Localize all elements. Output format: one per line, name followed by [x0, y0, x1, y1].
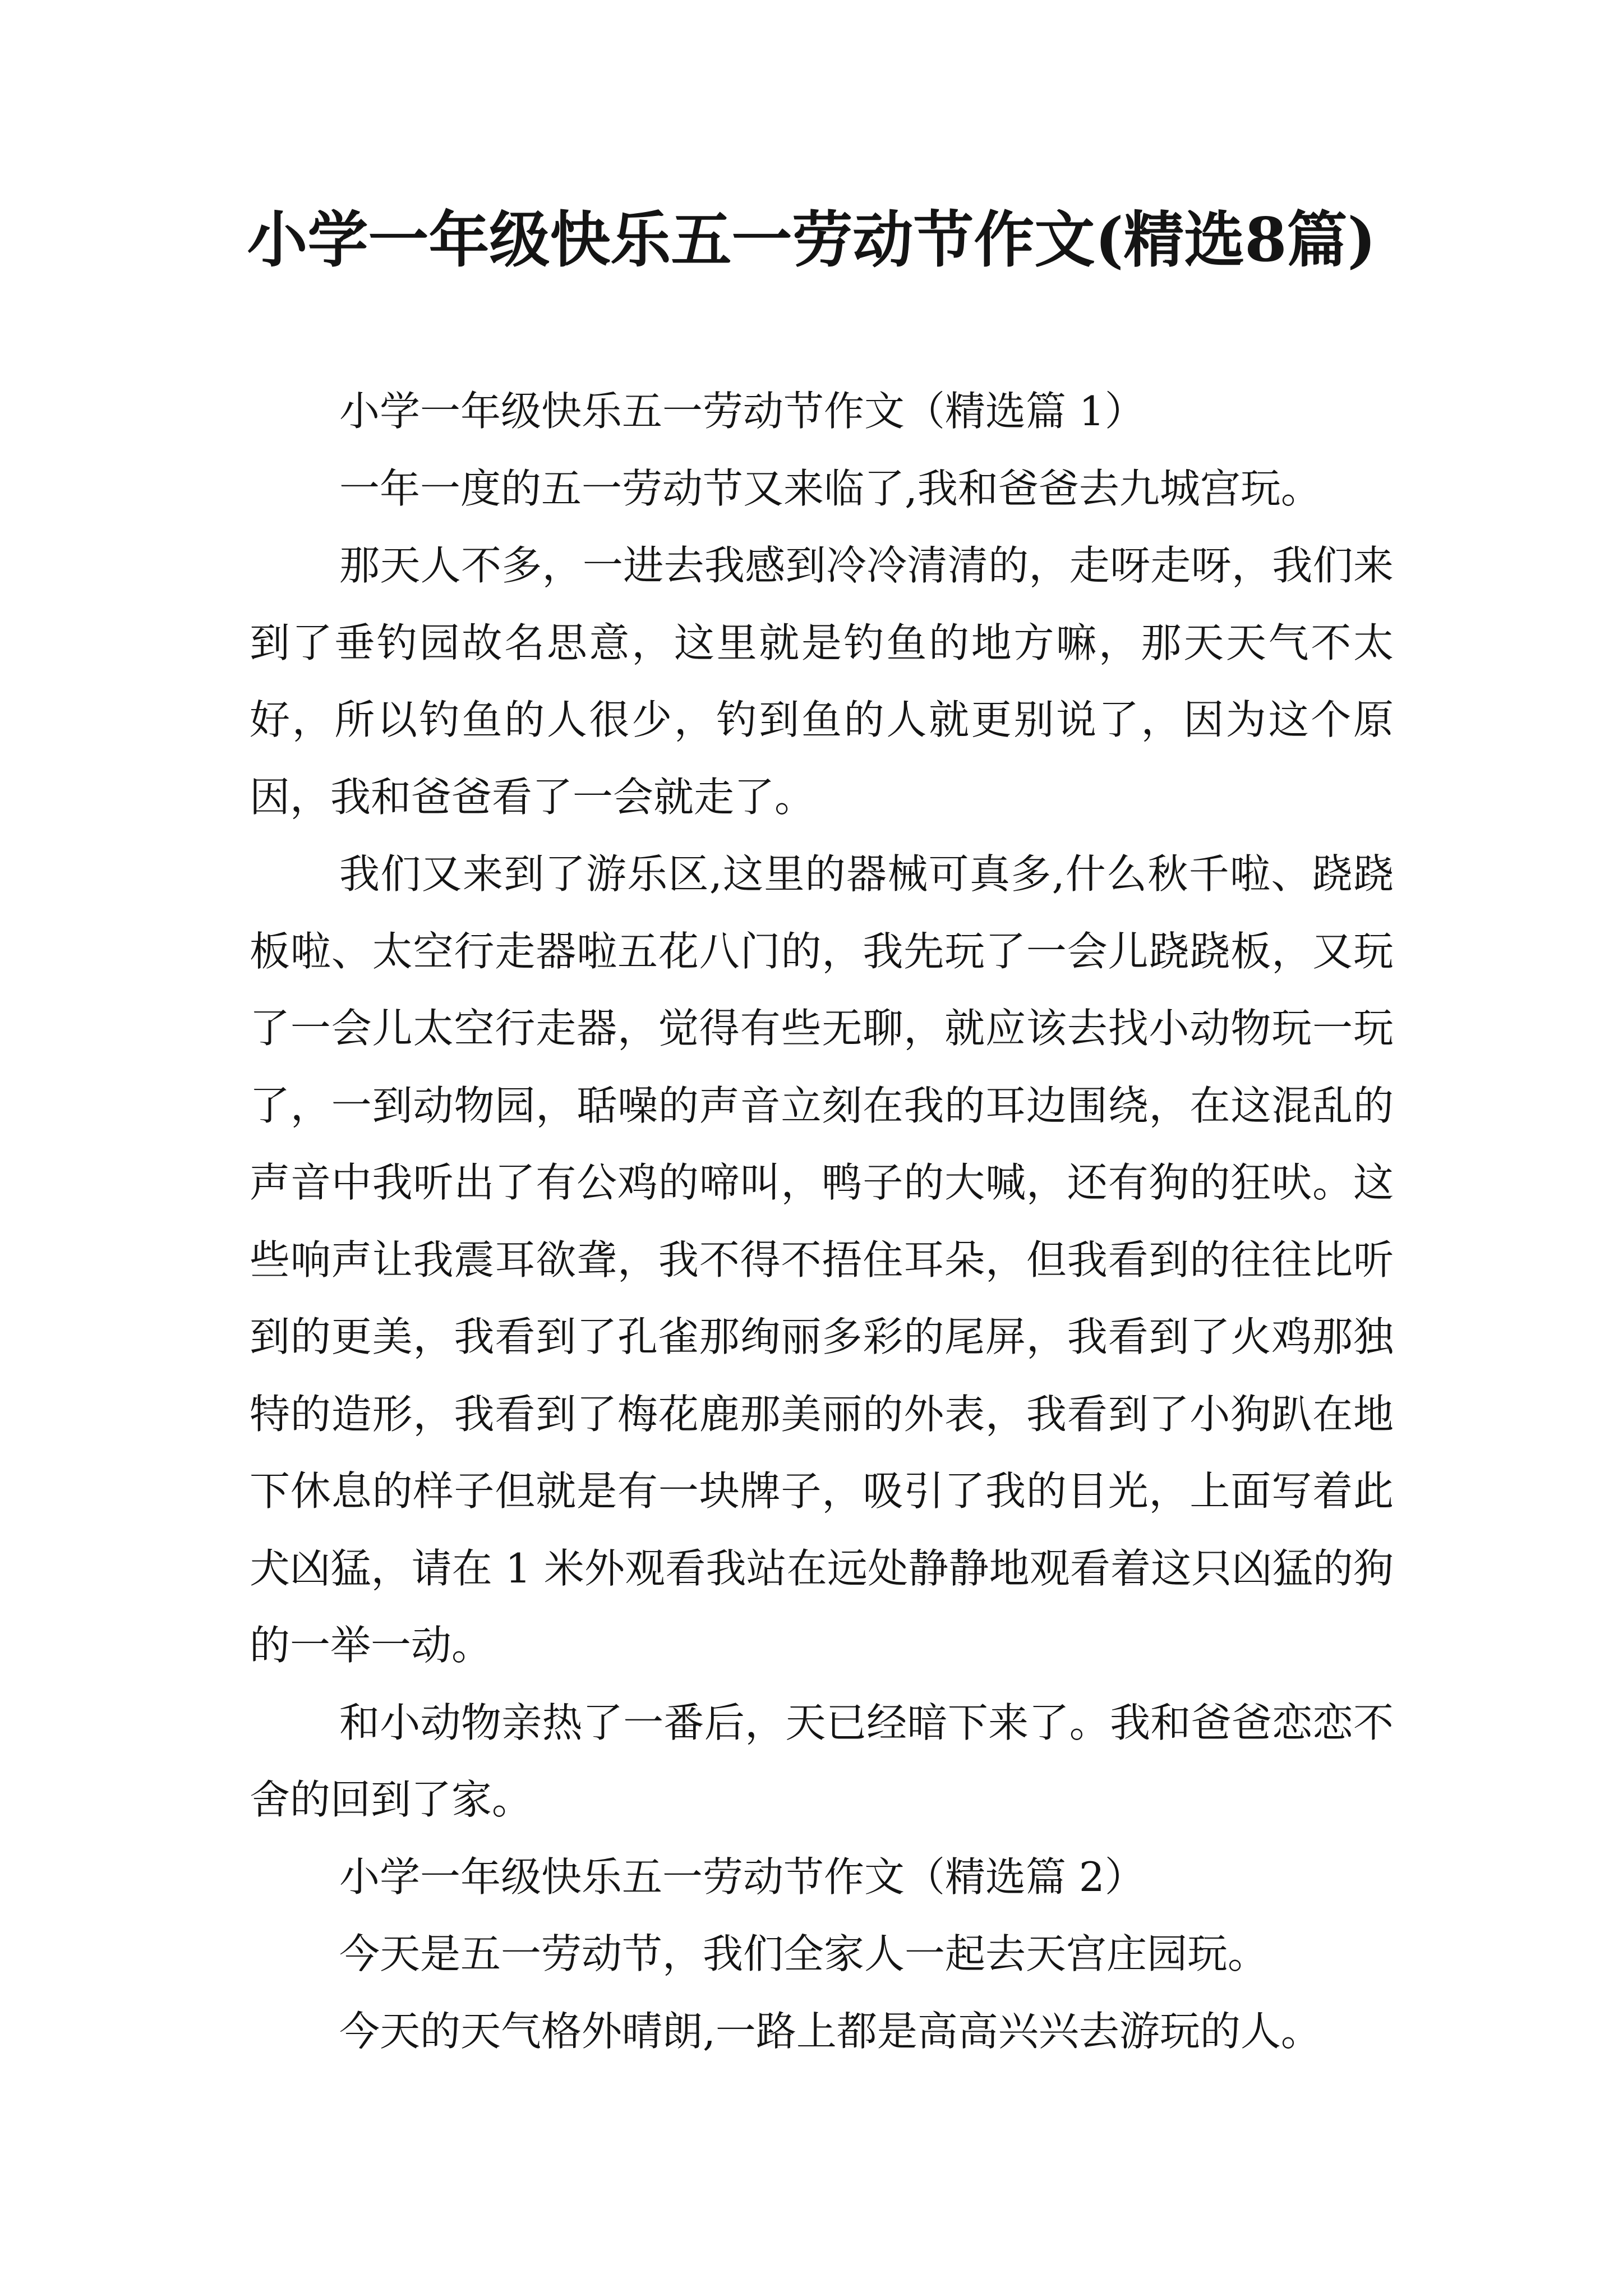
body-paragraph: 和小动物亲热了一番后，天已经暗下来了。我和爸爸恋恋不舍的回到了家。: [250, 1699, 1394, 1823]
body-paragraph: 那天人不多，一进去我感到冷冷清清的，走呀走呀，我们来到了垂钓园故名思意，这里就是钓鱼的地方嘛，那天天气不太好，所以钓鱼的人很少，钓到鱼的人就更别说了，因为这个原因，我和爸爸看了一会就走了。: [250, 542, 1394, 821]
section-heading: 小学一年级快乐五一劳动节作文（精选篇 1）: [339, 388, 1145, 435]
document-body: [250, 373, 1394, 2070]
body-paragraph: 今天是五一劳动节，我们全家人一起去天宫庄园玩。: [339, 1930, 1269, 1977]
body-paragraph: 我们又来到了游乐区,这里的器械可真多,什么秋千啦、跷跷板啦、太空行走器啦五花八门的，我先玩了一会儿跷跷板，又玩了一会儿太空行走器，觉得有些无聊，就应该去找小动物玩一玩了，一到动物园，聒噪的声音立刻在我的耳边围绕，在这混乱的声音中我听出了有公鸡的啼叫，鸭子的大喊，还有狗的狂吠。这些响声让我震耳欲聋，我不得不捂住耳朵，但我看到的往往比听到的更美，我看到了孔雀那绚丽多彩的尾屏，我看到了火鸡那独特的造形，我看到了梅花鹿那美丽的外表，我看到了小狗趴在地下休息的样子但就是有一块牌子，吸引了我的目光，上面写着此犬凶猛，请在 1 米外观看我站在远处静静地观看着这只凶猛的狗的一举一动。: [250, 850, 1394, 1669]
document-title: 小学一年级快乐五一劳动节作文(精选8篇): [247, 205, 1376, 275]
body-paragraph: 今天的天气格外晴朗,一路上都是高高兴兴去游玩的人。: [339, 2007, 1321, 2055]
body-paragraph: 一年一度的五一劳动节又来临了,我和爸爸去九城宫玩。: [339, 464, 1321, 512]
section-heading: 小学一年级快乐五一劳动节作文（精选篇 2）: [339, 1853, 1145, 1901]
